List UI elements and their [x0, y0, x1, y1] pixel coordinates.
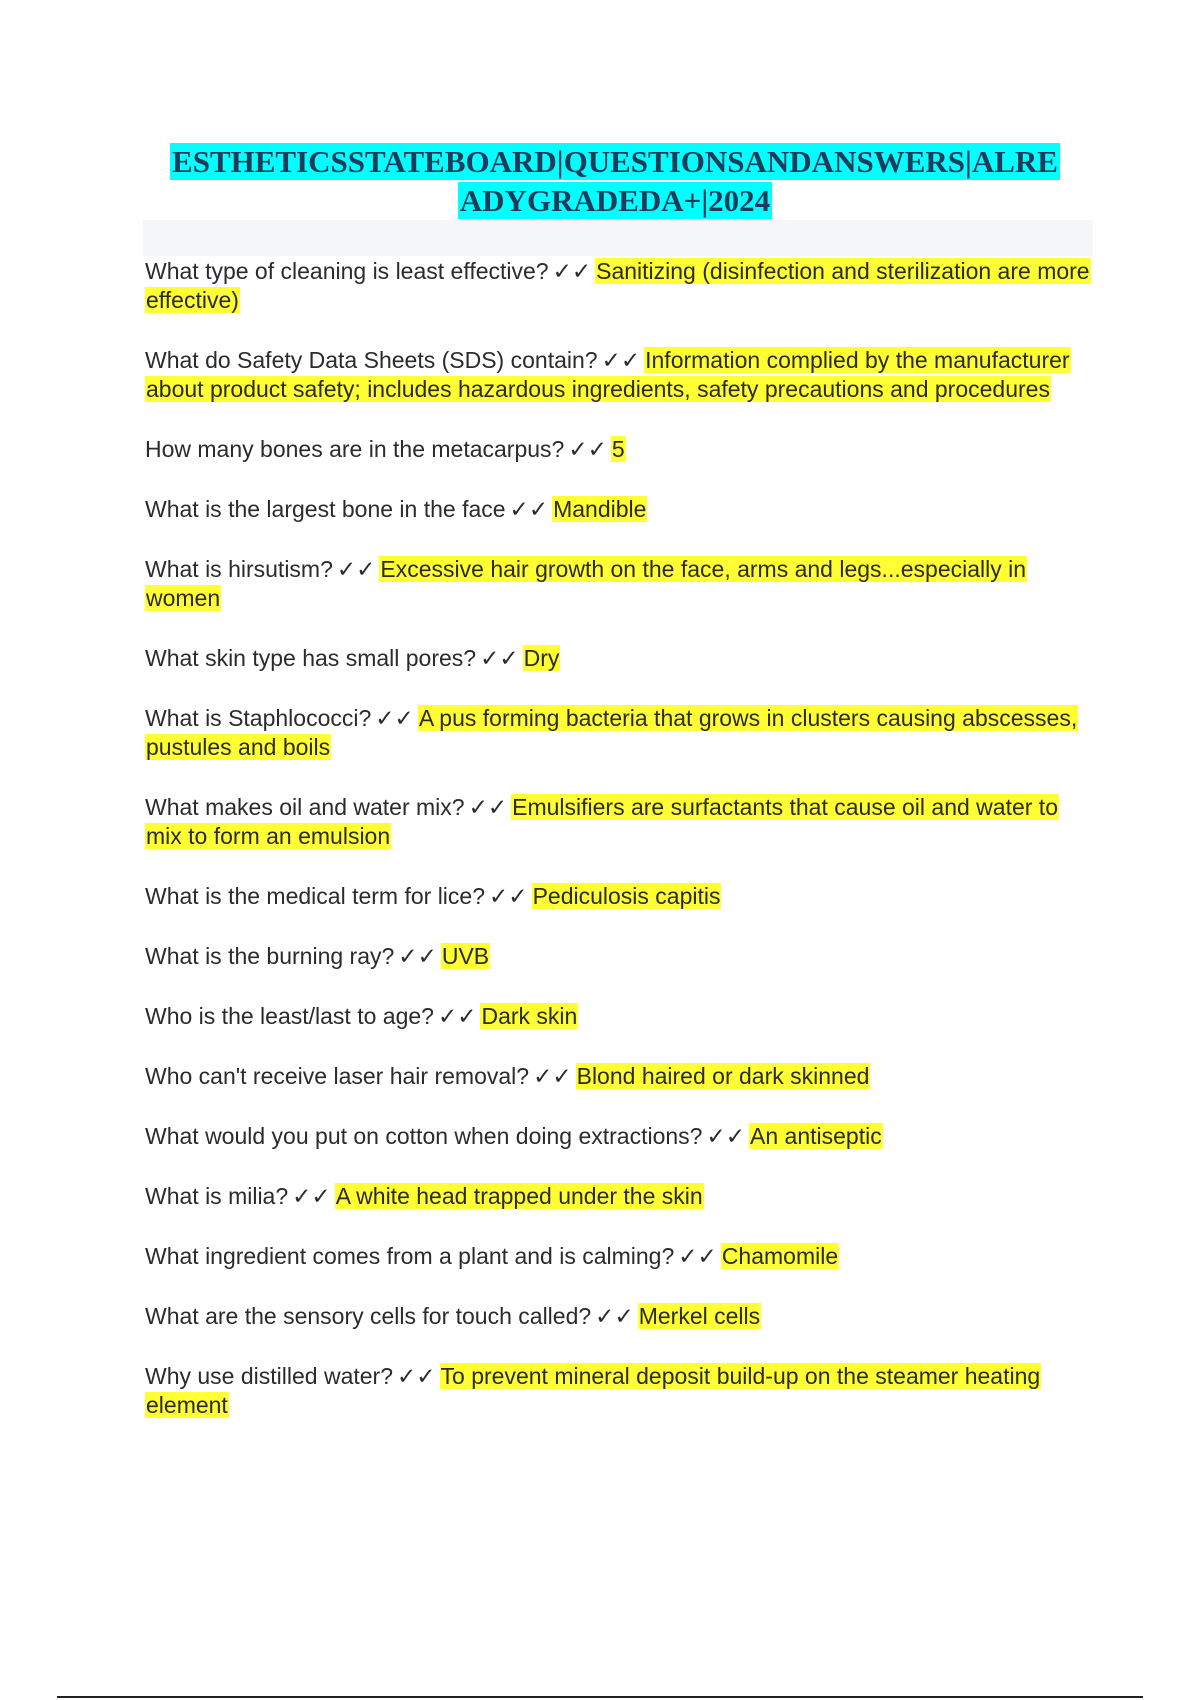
qa-item — [145, 882, 1090, 911]
qa-item — [145, 257, 1090, 315]
question-text: What ingredient comes from a plant and is calming? — [145, 1243, 675, 1269]
title-line-1: ESTHETICSSTATEBOARD|QUESTIONSANDANSWERS|ALRE — [172, 144, 1058, 179]
answer-text: Dark skin — [481, 1003, 578, 1029]
answer-text: Emulsifiers are surfactants that cause oil and water to mix to form an emulsion — [146, 794, 1058, 849]
question-text: What is the medical term for lice? — [145, 883, 486, 909]
question-text: What type of cleaning is least effective? — [145, 258, 549, 284]
check-mark-icon: ✓✓ — [706, 1123, 746, 1149]
question-text: What is milia? — [145, 1183, 289, 1209]
qa-item — [145, 1182, 1090, 1211]
qa-item — [145, 555, 1090, 613]
qa-item — [145, 942, 1090, 971]
check-mark-icon: ✓✓ — [533, 1063, 572, 1089]
question-text: Who can't receive laser hair removal? — [145, 1063, 530, 1089]
check-mark-icon: ✓✓ — [480, 645, 519, 671]
check-mark-icon: ✓✓ — [601, 347, 641, 373]
document-title — [145, 142, 1085, 220]
check-mark-icon: ✓✓ — [375, 705, 414, 731]
answer-text: UVB — [441, 943, 490, 969]
qa-item — [145, 435, 1090, 464]
check-mark-icon: ✓✓ — [398, 943, 437, 969]
title-separator-band — [143, 220, 1093, 256]
check-mark-icon: ✓✓ — [397, 1363, 436, 1389]
qa-item — [145, 1062, 1090, 1091]
answer-text: Excessive hair growth on the face, arms and legs...especially in women — [146, 556, 1027, 611]
answer-text: A white head trapped under the skin — [335, 1183, 703, 1209]
answer-text: A pus forming bacteria that grows in clusters causing abscesses, pustules and boils — [146, 705, 1078, 760]
check-mark-icon: ✓✓ — [509, 496, 549, 522]
question-text: What are the sensory cells for touch called? — [145, 1303, 592, 1329]
answer-text: Sanitizing (disinfection and sterilization are more effective) — [146, 258, 1090, 313]
question-text: What makes oil and water mix? — [145, 794, 465, 820]
answer-text: Chamomile — [721, 1243, 839, 1269]
check-mark-icon: ✓✓ — [489, 883, 528, 909]
qa-item — [145, 1002, 1090, 1031]
check-mark-icon: ✓✓ — [568, 436, 607, 462]
question-text: What is Staphlococci? — [145, 705, 372, 731]
title-line-2: ADYGRADEDA+|2024 — [459, 183, 771, 218]
answer-text: An antiseptic — [750, 1123, 882, 1149]
check-mark-icon: ✓✓ — [552, 258, 592, 284]
question-text: How many bones are in the metacarpus? — [145, 436, 565, 462]
qa-item — [145, 644, 1090, 673]
answer-text: Merkel cells — [638, 1303, 761, 1329]
qa-item — [145, 346, 1090, 404]
check-mark-icon: ✓✓ — [595, 1303, 634, 1329]
question-text: What skin type has small pores? — [145, 645, 477, 671]
question-text: What do Safety Data Sheets (SDS) contain? — [145, 347, 598, 373]
answer-text: 5 — [611, 436, 625, 462]
answer-text: Information complied by the manufacturer about product safety; includes hazardous ingredients, safety precautions and procedures — [146, 347, 1070, 402]
qa-item — [145, 704, 1090, 762]
answer-text: To prevent mineral deposit build-up on the steamer heating element — [146, 1363, 1041, 1418]
qa-item — [145, 793, 1090, 851]
check-mark-icon: ✓✓ — [468, 794, 508, 820]
qa-item — [145, 1242, 1090, 1271]
check-mark-icon: ✓✓ — [678, 1243, 717, 1269]
answer-text: Mandible — [553, 496, 647, 522]
check-mark-icon: ✓✓ — [437, 1003, 477, 1029]
question-text: Why use distilled water? — [145, 1363, 393, 1389]
answer-text: Dry — [523, 645, 560, 671]
qa-item — [145, 1122, 1090, 1151]
question-text: Who is the least/last to age? — [145, 1003, 434, 1029]
question-text: What is the largest bone in the face — [145, 496, 506, 522]
answer-text: Blond haired or dark skinned — [576, 1063, 870, 1089]
qa-item — [145, 495, 1090, 524]
answer-text: Pediculosis capitis — [532, 883, 721, 909]
check-mark-icon: ✓✓ — [292, 1183, 331, 1209]
qa-item — [145, 1362, 1090, 1420]
question-text: What would you put on cotton when doing extractions? — [145, 1123, 703, 1149]
qa-list — [145, 257, 1090, 1451]
question-text: What is hirsutism? — [145, 556, 333, 582]
footer-rule — [57, 1696, 1143, 1698]
qa-item — [145, 1302, 1090, 1331]
check-mark-icon: ✓✓ — [336, 556, 376, 582]
question-text: What is the burning ray? — [145, 943, 395, 969]
